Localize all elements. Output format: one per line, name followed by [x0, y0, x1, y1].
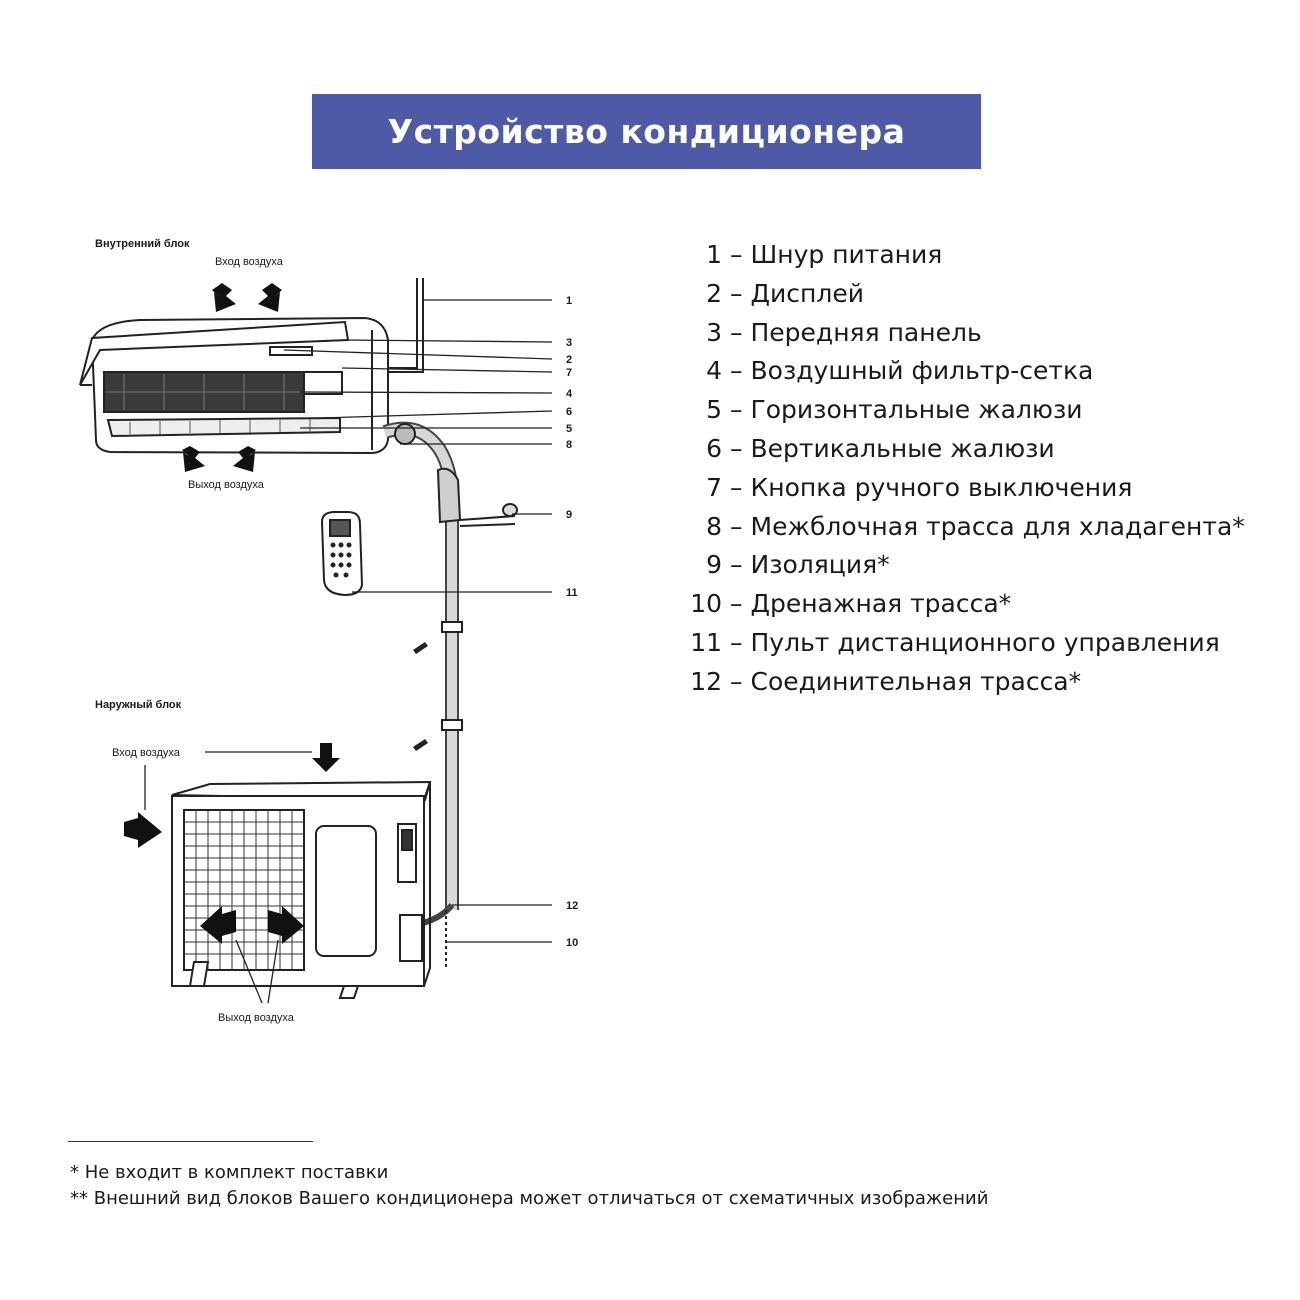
callout-9: 9 — [566, 509, 573, 521]
callout-6: 6 — [566, 406, 573, 418]
legend-item: 3 – Передняя панель — [706, 317, 982, 347]
callout-2: 2 — [566, 354, 573, 366]
callout-7: 7 — [566, 367, 573, 379]
legend-item: 2 – Дисплей — [706, 278, 864, 308]
legend-item: 9 – Изоляция* — [706, 550, 890, 580]
outdoor-air-in-label: Вход воздуха — [112, 747, 180, 759]
callout-5: 5 — [566, 423, 573, 435]
outdoor-air-out-label: Выход воздуха — [218, 1012, 294, 1024]
remote-control — [322, 512, 362, 595]
legend-item: 11 – Пульт дистанционного управления — [690, 627, 1220, 657]
callout-11: 11 — [566, 587, 578, 599]
page-title: Устройство кондиционера — [387, 112, 906, 151]
footnote-not-included: * Не входит в комплект поставки — [70, 1162, 389, 1183]
indoor-air-in-arrows — [212, 283, 282, 312]
legend-item: 4 – Воздушный фильтр-сетка — [706, 356, 1094, 386]
callout-10: 10 — [566, 937, 579, 949]
power-cord — [388, 278, 423, 372]
callout-8: 8 — [566, 439, 573, 451]
legend-item: 8 – Межблочная трасса для хладагента* — [706, 511, 1245, 541]
callout-3: 3 — [566, 337, 573, 349]
wall-screws — [413, 642, 428, 751]
indoor-air-in-label: Вход воздуха — [215, 256, 283, 268]
callout-numbers — [566, 295, 578, 949]
callout-12: 12 — [566, 900, 579, 912]
legend-item: 5 – Горизонтальные жалюзи — [706, 395, 1083, 425]
legend-item: 7 – Кнопка ручного выключения — [706, 472, 1133, 502]
callout-1: 1 — [566, 295, 573, 307]
legend-list — [688, 236, 1245, 702]
indoor-unit-label: Внутренний блок — [95, 238, 190, 250]
indoor-unit — [80, 318, 388, 453]
outdoor-unit-label: Наружный блок — [95, 699, 182, 711]
legend-item: 12 – Соединительная трасса* — [690, 666, 1082, 696]
footnote-divider — [68, 1141, 313, 1142]
outdoor-unit — [172, 782, 430, 998]
callout-4: 4 — [566, 388, 573, 400]
legend-item: 10 – Дренажная трасса* — [690, 589, 1012, 619]
legend-item: 6 – Вертикальные жалюзи — [706, 433, 1055, 463]
footnote-appearance: ** Внешний вид блоков Вашего кондиционера может отличаться от схематичных изображений — [70, 1188, 989, 1209]
indoor-air-out-label: Выход воздуха — [188, 479, 264, 491]
footnotes — [70, 1160, 988, 1212]
legend-item: 1 – Шнур питания — [706, 240, 943, 269]
